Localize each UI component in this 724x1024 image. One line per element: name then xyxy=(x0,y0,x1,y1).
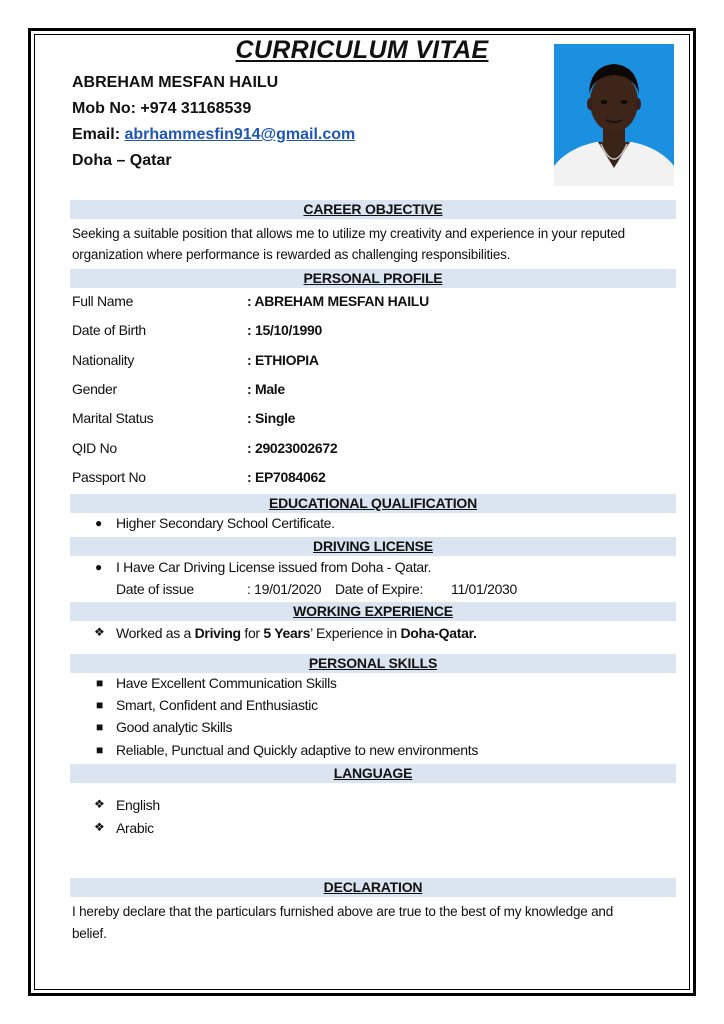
career-objective-line: Seeking a suitable position that allows me to utilize my creativity and experience in your reputed xyxy=(72,226,625,241)
profile-value: : 29023002672 xyxy=(247,440,338,456)
profile-label: Marital Status xyxy=(72,410,154,426)
profile-photo xyxy=(554,44,674,186)
skill-item: Have Excellent Communication Skills xyxy=(116,675,337,691)
profile-label: Gender xyxy=(72,381,117,397)
section-heading-personal-skills: PERSONAL SKILLS xyxy=(70,654,676,673)
section-heading-personal-profile: PERSONAL PROFILE xyxy=(70,269,676,288)
mobile-label: Mob No: xyxy=(72,100,141,117)
location: Doha – Qatar xyxy=(72,152,172,169)
bullet-dot-icon: ● xyxy=(95,516,103,530)
driving-license-item: I Have Car Driving License issued from Doha - Qatar. xyxy=(116,559,432,575)
profile-label: Nationality xyxy=(72,352,135,368)
diamond-bullet-icon: ❖ xyxy=(94,625,105,639)
work-experience-item: Worked as a Driving for 5 Years’ Experience in Doha-Qatar. xyxy=(116,625,477,641)
mobile-number: +974 31168539 xyxy=(140,100,252,117)
mobile-line xyxy=(72,100,251,118)
profile-value: : ETHIOPIA xyxy=(247,352,319,368)
career-objective-line: organization where performance is rewarded as challenging responsibilities. xyxy=(72,247,511,262)
expire-date-value: 11/01/2030 xyxy=(451,581,518,597)
profile-label: Date of Birth xyxy=(72,322,146,338)
profile-value: : EP7084062 xyxy=(247,469,326,485)
profile-value: : ABREHAM MESFAN HAILU xyxy=(247,293,429,309)
document-title: CURRICULUM VITAE xyxy=(235,36,489,64)
profile-value: : Male xyxy=(247,381,285,397)
diamond-bullet-icon: ❖ xyxy=(94,797,105,811)
section-heading-driving-license: DRIVING LICENSE xyxy=(70,537,676,556)
language-item: English xyxy=(116,797,160,813)
issue-date-value: : 19/01/2020 xyxy=(247,581,322,597)
email-label: Email: xyxy=(72,126,125,143)
square-bullet-icon: ■ xyxy=(96,720,104,734)
expire-date-label: Date of Expire: xyxy=(335,581,424,597)
language-item: Arabic xyxy=(116,820,154,836)
candidate-name: ABREHAM MESFAN HAILU xyxy=(72,74,279,91)
education-item: Higher Secondary School Certificate. xyxy=(116,515,335,531)
declaration-line: belief. xyxy=(72,926,107,941)
email-line xyxy=(72,126,355,144)
email-link[interactable]: abrhammesfin914@gmail.com xyxy=(124,126,356,143)
skill-item: Smart, Confident and Enthusiastic xyxy=(116,697,318,713)
section-heading-career-objective: CAREER OBJECTIVE xyxy=(70,200,676,219)
skill-item: Good analytic Skills xyxy=(116,719,233,735)
skill-item: Reliable, Punctual and Quickly adaptive to new environments xyxy=(116,742,479,758)
square-bullet-icon: ■ xyxy=(96,676,104,690)
section-heading-declaration: DECLARATION xyxy=(70,878,676,897)
section-heading-working-experience: WORKING EXPERIENCE xyxy=(70,602,676,621)
square-bullet-icon: ■ xyxy=(96,698,104,712)
diamond-bullet-icon: ❖ xyxy=(94,820,105,834)
section-heading-education: EDUCATIONAL QUALIFICATION xyxy=(70,494,676,513)
profile-value: : 15/10/1990 xyxy=(247,322,323,338)
profile-value: : Single xyxy=(247,410,296,426)
profile-label: Full Name xyxy=(72,293,134,309)
declaration-line: I hereby declare that the particulars furnished above are true to the best of my knowledge and xyxy=(72,904,614,919)
square-bullet-icon: ■ xyxy=(96,743,104,757)
issue-date-label: Date of issue xyxy=(116,581,194,597)
profile-label: QID No xyxy=(72,440,117,456)
section-heading-language: LANGUAGE xyxy=(70,764,676,783)
bullet-dot-icon: ● xyxy=(95,560,103,574)
profile-label: Passport No xyxy=(72,469,146,485)
